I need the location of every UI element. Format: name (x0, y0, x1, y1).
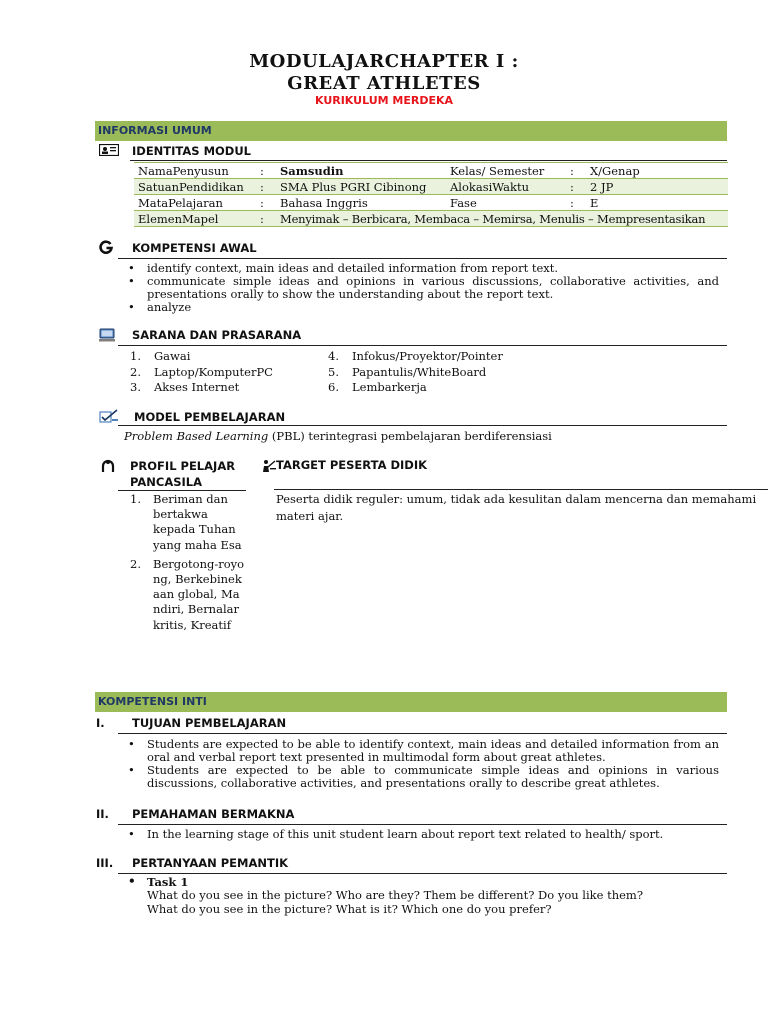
identitas-label: NamaPenyusun (134, 163, 256, 179)
list-item: • analyze (124, 301, 719, 314)
item-number: 6. (328, 380, 339, 394)
list-item (130, 380, 320, 396)
sarana-rule (118, 345, 727, 346)
section-number: I. (96, 716, 105, 730)
target-rule (274, 489, 768, 490)
identitas-label: AlokasiWaktu (446, 179, 566, 195)
identitas-value: Bahasa Inggris (276, 195, 446, 211)
item-text: Gawai (154, 349, 191, 363)
task-question: What do you see in the picture? Who are they? Them be different? Do you like them? (147, 888, 643, 902)
list-item (130, 492, 245, 553)
item-text: Infokus/Proyektor/Pointer (352, 349, 503, 363)
item-text: Papantulis/WhiteBoard (352, 364, 487, 379)
item-number: 3. (130, 380, 141, 394)
item-number: 5. (328, 364, 339, 379)
list-item: • Students are expected to be able to communicate simple ideas and opinions in various discussions, collaborative activities, and presentations orally to describe great athletes. (124, 764, 719, 790)
identitas-separator: : (566, 195, 586, 211)
kompetensi-awal-list (124, 262, 719, 314)
item-text: Akses Internet (154, 380, 240, 394)
identitas-label: Fase (446, 195, 566, 211)
item-number: 2. (130, 556, 141, 571)
identitas-value: E (586, 195, 728, 211)
checklist-icon (99, 409, 119, 423)
list-item (328, 365, 568, 381)
pemahaman-title: PEMAHAMAN BERMAKNA (132, 807, 295, 821)
identitas-label: ElemenMapel (134, 211, 256, 227)
identitas-separator: : (256, 179, 276, 195)
identitas-value: Samsudin (276, 163, 446, 179)
model-text-rest: (PBL) terintegrasi pembelajaran berdiferensiasi (268, 429, 552, 443)
section-number: II. (96, 807, 109, 821)
identitas-label: MataPelajaran (134, 195, 256, 211)
identitas-value: Menyimak – Berbicara, Membaca – Memirsa, Menulis – Mempresentasikan (276, 211, 728, 227)
task-question: What do you see in the picture? What is it? Which one do you prefer? (147, 902, 552, 916)
tujuan-rule (118, 733, 727, 734)
list-item (130, 349, 320, 365)
pemahaman-rule (118, 824, 727, 825)
kompetensi-awal-rule (118, 258, 727, 259)
item-number: 1. (130, 349, 141, 363)
tujuan-list (124, 738, 719, 790)
id-card-icon (99, 144, 119, 156)
teacher-icon (262, 459, 276, 473)
kompetensi-awal-title: KOMPETENSI AWAL (132, 241, 257, 255)
pemantik-title: PERTANYAAN PEMANTIK (132, 856, 289, 870)
identitas-modul-title: IDENTITAS MODUL (132, 144, 251, 158)
sarana-title: SARANA DAN PRASARANA (132, 328, 302, 342)
list-item: • Students are expected to be able to identify context, main ideas and detailed information from an oral and verbal report text presented in multimodal form about great athletes. (124, 738, 719, 764)
computer-icon (99, 328, 115, 342)
identitas-separator: : (566, 179, 586, 195)
item-text: Beriman dan bertakwa kepada Tuhan yang maha Esa (153, 492, 242, 552)
task-bullet: • (128, 874, 136, 888)
task-questions (147, 888, 643, 916)
identitas-label: Kelas/ Semester (446, 163, 566, 179)
pemahaman-list (124, 828, 719, 841)
list-item: • identify context, main ideas and detailed information from report text. (124, 262, 719, 275)
item-text: Bergotong-royong, Berkebinekaan global, Mandiri, Bernalarkritis, Kreatif (153, 556, 245, 632)
identitas-separator: : (256, 195, 276, 211)
table-row (134, 179, 728, 195)
list-item (130, 365, 320, 381)
tujuan-title: TUJUAN PEMBELAJARAN (132, 716, 287, 730)
list-item (328, 380, 568, 396)
list-item (130, 557, 245, 633)
identitas-separator: : (256, 211, 276, 227)
item-number: 4. (328, 349, 339, 363)
kompetensi-inti-label: KOMPETENSI INTI (98, 695, 207, 708)
pemantik-rule (118, 873, 727, 874)
identitas-table (134, 162, 728, 227)
identitas-value: 2 JP (586, 179, 728, 195)
profil-rule (118, 490, 246, 491)
document-title-line1: MODULAJARCHAPTER I : (249, 51, 519, 72)
kompetensi-inti-bar (95, 692, 727, 712)
table-row (134, 195, 728, 211)
model-rule (118, 425, 727, 426)
people-icon (101, 459, 115, 473)
section-number: III. (96, 856, 114, 870)
profil-title: PROFIL PELAJAR PANCASILA (130, 459, 236, 489)
item-text: Laptop/KomputerPC (154, 364, 273, 379)
target-text: Peserta didik reguler: umum, tidak ada kesulitan dalam mencerna dan memahami materi ajar. (276, 492, 757, 523)
document-title-line2: GREAT ATHLETES (287, 73, 481, 94)
identitas-label: SatuanPendidikan (134, 179, 256, 195)
list-item: • In the learning stage of this unit student learn about report text related to health/ sport. (124, 828, 719, 841)
target-title: TARGET PESERTA DIDIK (276, 458, 428, 472)
informasi-umum-bar (95, 121, 727, 141)
item-number: 1. (130, 492, 141, 506)
item-number: 2. (130, 364, 141, 379)
g-logo-icon (99, 240, 113, 254)
identitas-value: X/Genap (586, 163, 728, 179)
task-title: Task 1 (147, 875, 189, 889)
model-text-italic: Problem Based Learning (124, 429, 269, 443)
table-row (134, 163, 728, 179)
curriculum-subtitle: KURIKULUM MERDEKA (314, 94, 454, 107)
model-title: MODEL PEMBELAJARAN (134, 410, 286, 424)
informasi-umum-label: INFORMASI UMUM (98, 124, 212, 137)
identitas-separator: : (256, 163, 276, 179)
table-row (134, 211, 728, 227)
model-text (124, 429, 552, 443)
sarana-list-1 (130, 349, 320, 396)
profil-list (130, 492, 245, 633)
identitas-separator: : (566, 163, 586, 179)
list-item (328, 349, 568, 365)
identitas-value: SMA Plus PGRI Cibinong (276, 179, 446, 195)
identitas-rule (130, 160, 727, 161)
item-text: Lembarkerja (352, 380, 427, 394)
sarana-list-2 (328, 349, 568, 396)
list-item: • communicate simple ideas and opinions in various discussions, collaborative activities, and presentations orally to show the understanding about the report text. (124, 275, 719, 301)
